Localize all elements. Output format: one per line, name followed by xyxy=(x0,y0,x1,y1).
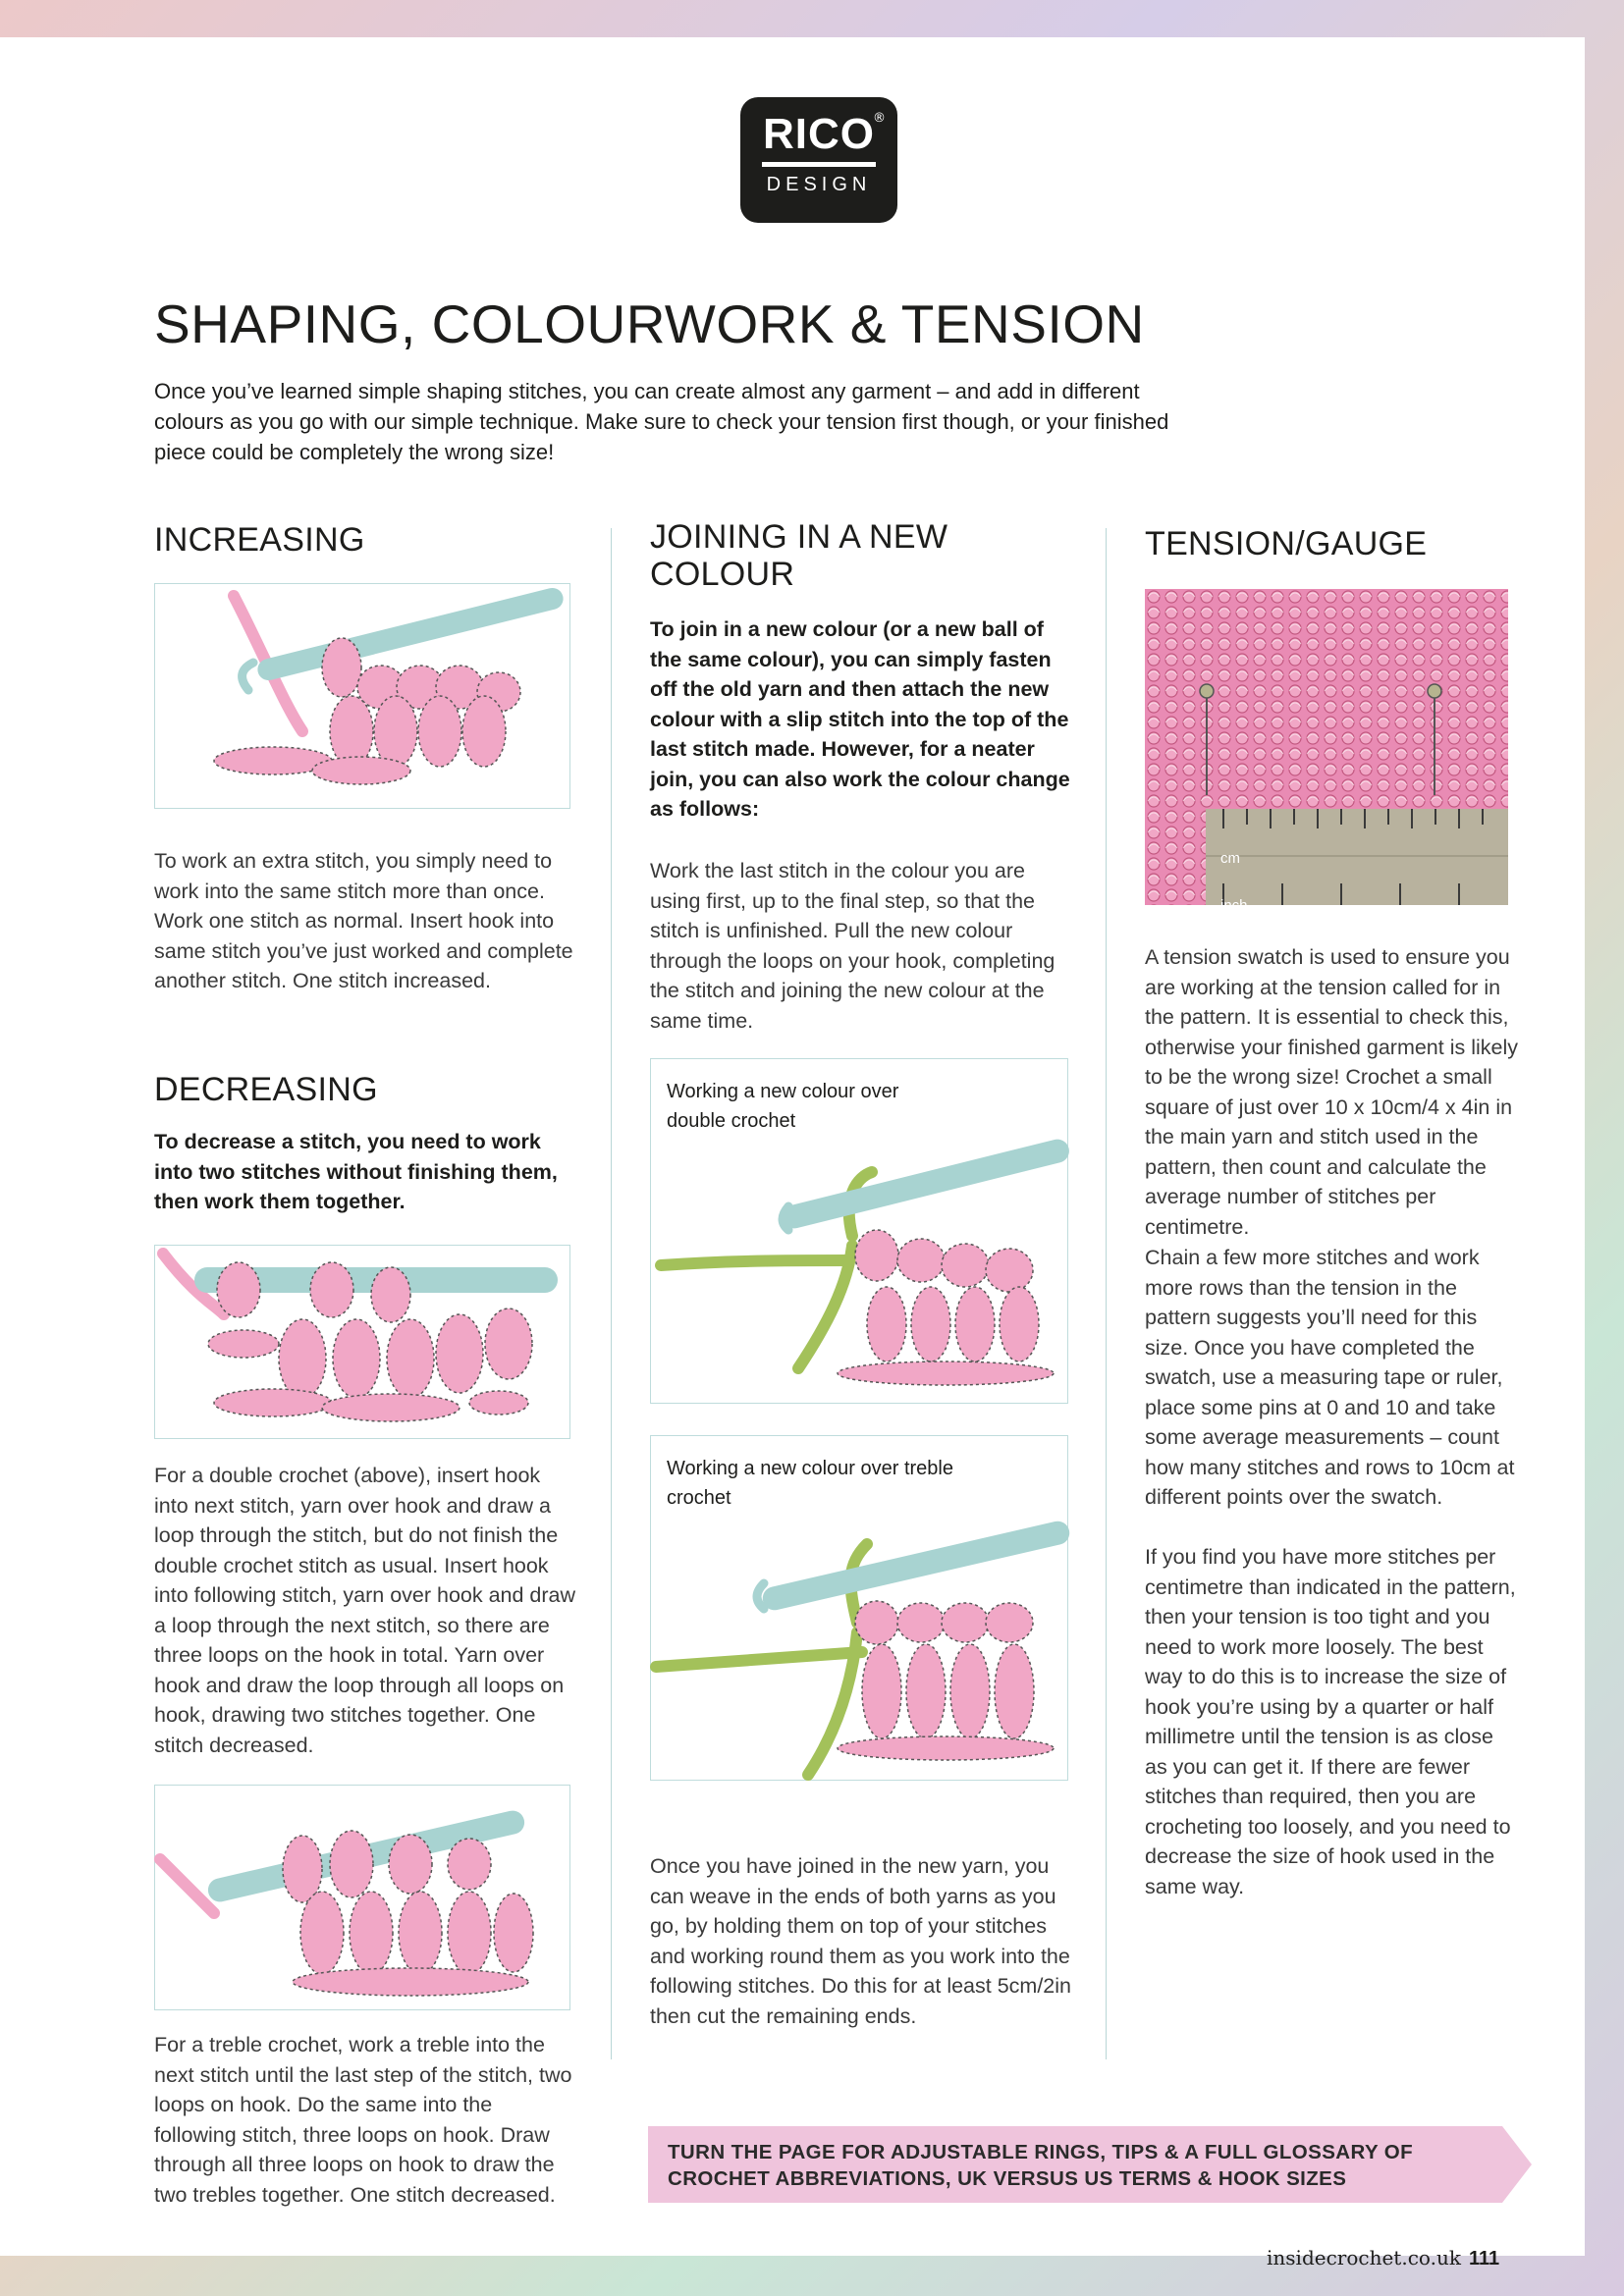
joining-body-2: Once you have joined in the new yarn, you can weave in the ends of both yarns as you go, by holding them on top of your stitches and working round them as you work into the following stitches. Do this for at least 5cm/2in then cut the remaining ends. xyxy=(650,1854,1071,2028)
ruler-inch-label: inch xyxy=(1220,897,1248,914)
increasing-body: To work an extra stitch, you simply need to work into the same stitch more than once. Work one stitch as normal. Insert hook into same stitch you’ve just worked and complete another stitch. One stitch increased. xyxy=(154,849,573,992)
tension-heading: TENSION/GAUGE xyxy=(1145,525,1428,562)
decrease-dc-illustration xyxy=(154,1245,570,1439)
rico-design-logo xyxy=(740,97,897,223)
intro-text: Once you’ve learned simple shaping stitches, you can create almost any garment – and add in different colours as you go with our simple technique. Make sure to check your tension first though, or your finished piece could be completely the wrong size! xyxy=(154,379,1169,464)
magazine-page xyxy=(0,37,1585,2269)
banner-text: TURN THE PAGE FOR ADJUSTABLE RINGS, TIPS & A FULL GLOSSARY OF CROCHET ABBREVIATIONS, UK VERSUS US TERMS & HOOK SIZES xyxy=(668,2141,1414,2190)
fig2-caption: Working a new colour over treble crochet xyxy=(667,1458,953,1509)
fig1-caption: Working a new colour over double crochet xyxy=(667,1081,899,1132)
logo-brand: RICO xyxy=(763,110,875,158)
decreasing-heading: DECREASING xyxy=(154,1071,378,1108)
tension-body-1: A tension swatch is used to ensure you are working at the tension called for in the pattern. It is essential to check this, otherwise your finished garment is likely to be the wrong size! Crochet a small square of just over 10 x 10cm/4 x 4in in the main yarn and stitch used in the pattern, then count and calculate the average number of stitches per centimetre. xyxy=(1145,945,1518,1239)
footer-site: insidecrochet.co.uk xyxy=(1267,2246,1461,2269)
page-number: 111 xyxy=(1468,2248,1500,2269)
joining-lead: To join in a new colour (or a new ball of the same colour), you can simply fasten off the old yarn and then attach the new colour with a slip stitch into the top of the last stitch made. However, for a neater join, you can also work the colour change as follows: xyxy=(650,617,1070,821)
logo-sub: DESIGN xyxy=(766,174,872,195)
increasing-heading: INCREASING xyxy=(154,521,365,559)
decreasing-tr-body: For a treble crochet, work a treble into the next stitch until the last step of the stitch, two loops on hook. Do the same into the following stitch, three loops on hook. Draw through all three loops on hook to draw the two trebles together. One stitch decreased. xyxy=(154,2033,572,2207)
decreasing-lead: To decrease a stitch, you need to work into two stitches without finishing them, then work them together. xyxy=(154,1130,558,1213)
next-page-banner[interactable] xyxy=(648,2126,1532,2203)
new-colour-tr-illustration xyxy=(650,1435,1068,1781)
column-divider-1 xyxy=(611,528,612,2059)
joining-heading: JOINING IN A NEW COLOUR xyxy=(650,518,948,593)
page-title: SHAPING, COLOURWORK & TENSION xyxy=(154,294,1145,354)
ruler-cm-label: cm xyxy=(1220,850,1240,867)
decrease-tr-illustration xyxy=(154,1785,570,2010)
tension-swatch-illustration xyxy=(1145,589,1508,914)
decreasing-dc-body: For a double crochet (above), insert hook into next stitch, yarn over hook and draw a loop through the stitch, but do not finish the double crochet stitch as usual. Insert hook into following stitch, yarn over hook and draw a loop through the next stitch, so there are three loops on the hook in total. Yarn over hook and draw the loop through all loops on hook, drawing two stitches together. One stitch decreased. xyxy=(154,1464,576,1757)
joining-body-1: Work the last stitch in the colour you are using first, up to the final step, so that the stitch is unfinished. Pull the new colour through the loops on your hook, completing the stitch and joining the new colour at the same time. xyxy=(650,859,1056,1033)
new-colour-dc-illustration xyxy=(650,1058,1068,1404)
tension-body-3: If you find you have more stitches per centimetre than indicated in the pattern, then your tension is too tight and you need to work more loosely. The best way to do this is to increase the size of hook you’re using by a quarter or half millimetre until the tension is as close as you can get it. If there are fewer stitches than required, then you are crocheting too loosely, and you need to decrease the size of hook used in the same way. xyxy=(1145,1545,1516,1898)
page-footer xyxy=(1267,2246,1499,2270)
increasing-illustration xyxy=(154,583,570,809)
column-divider-2 xyxy=(1106,528,1107,2059)
tension-body-2: Chain a few more stitches and work more rows than the tension in the pattern suggests you’ll need for this size. Once you have completed the swatch, use a measuring tape or ruler, place some pins at 0 and 10 and take some average measurements – count how many stitches and rows to 10cm at different points over the swatch. xyxy=(1145,1246,1515,1509)
logo-registered-mark: ® xyxy=(873,111,886,126)
